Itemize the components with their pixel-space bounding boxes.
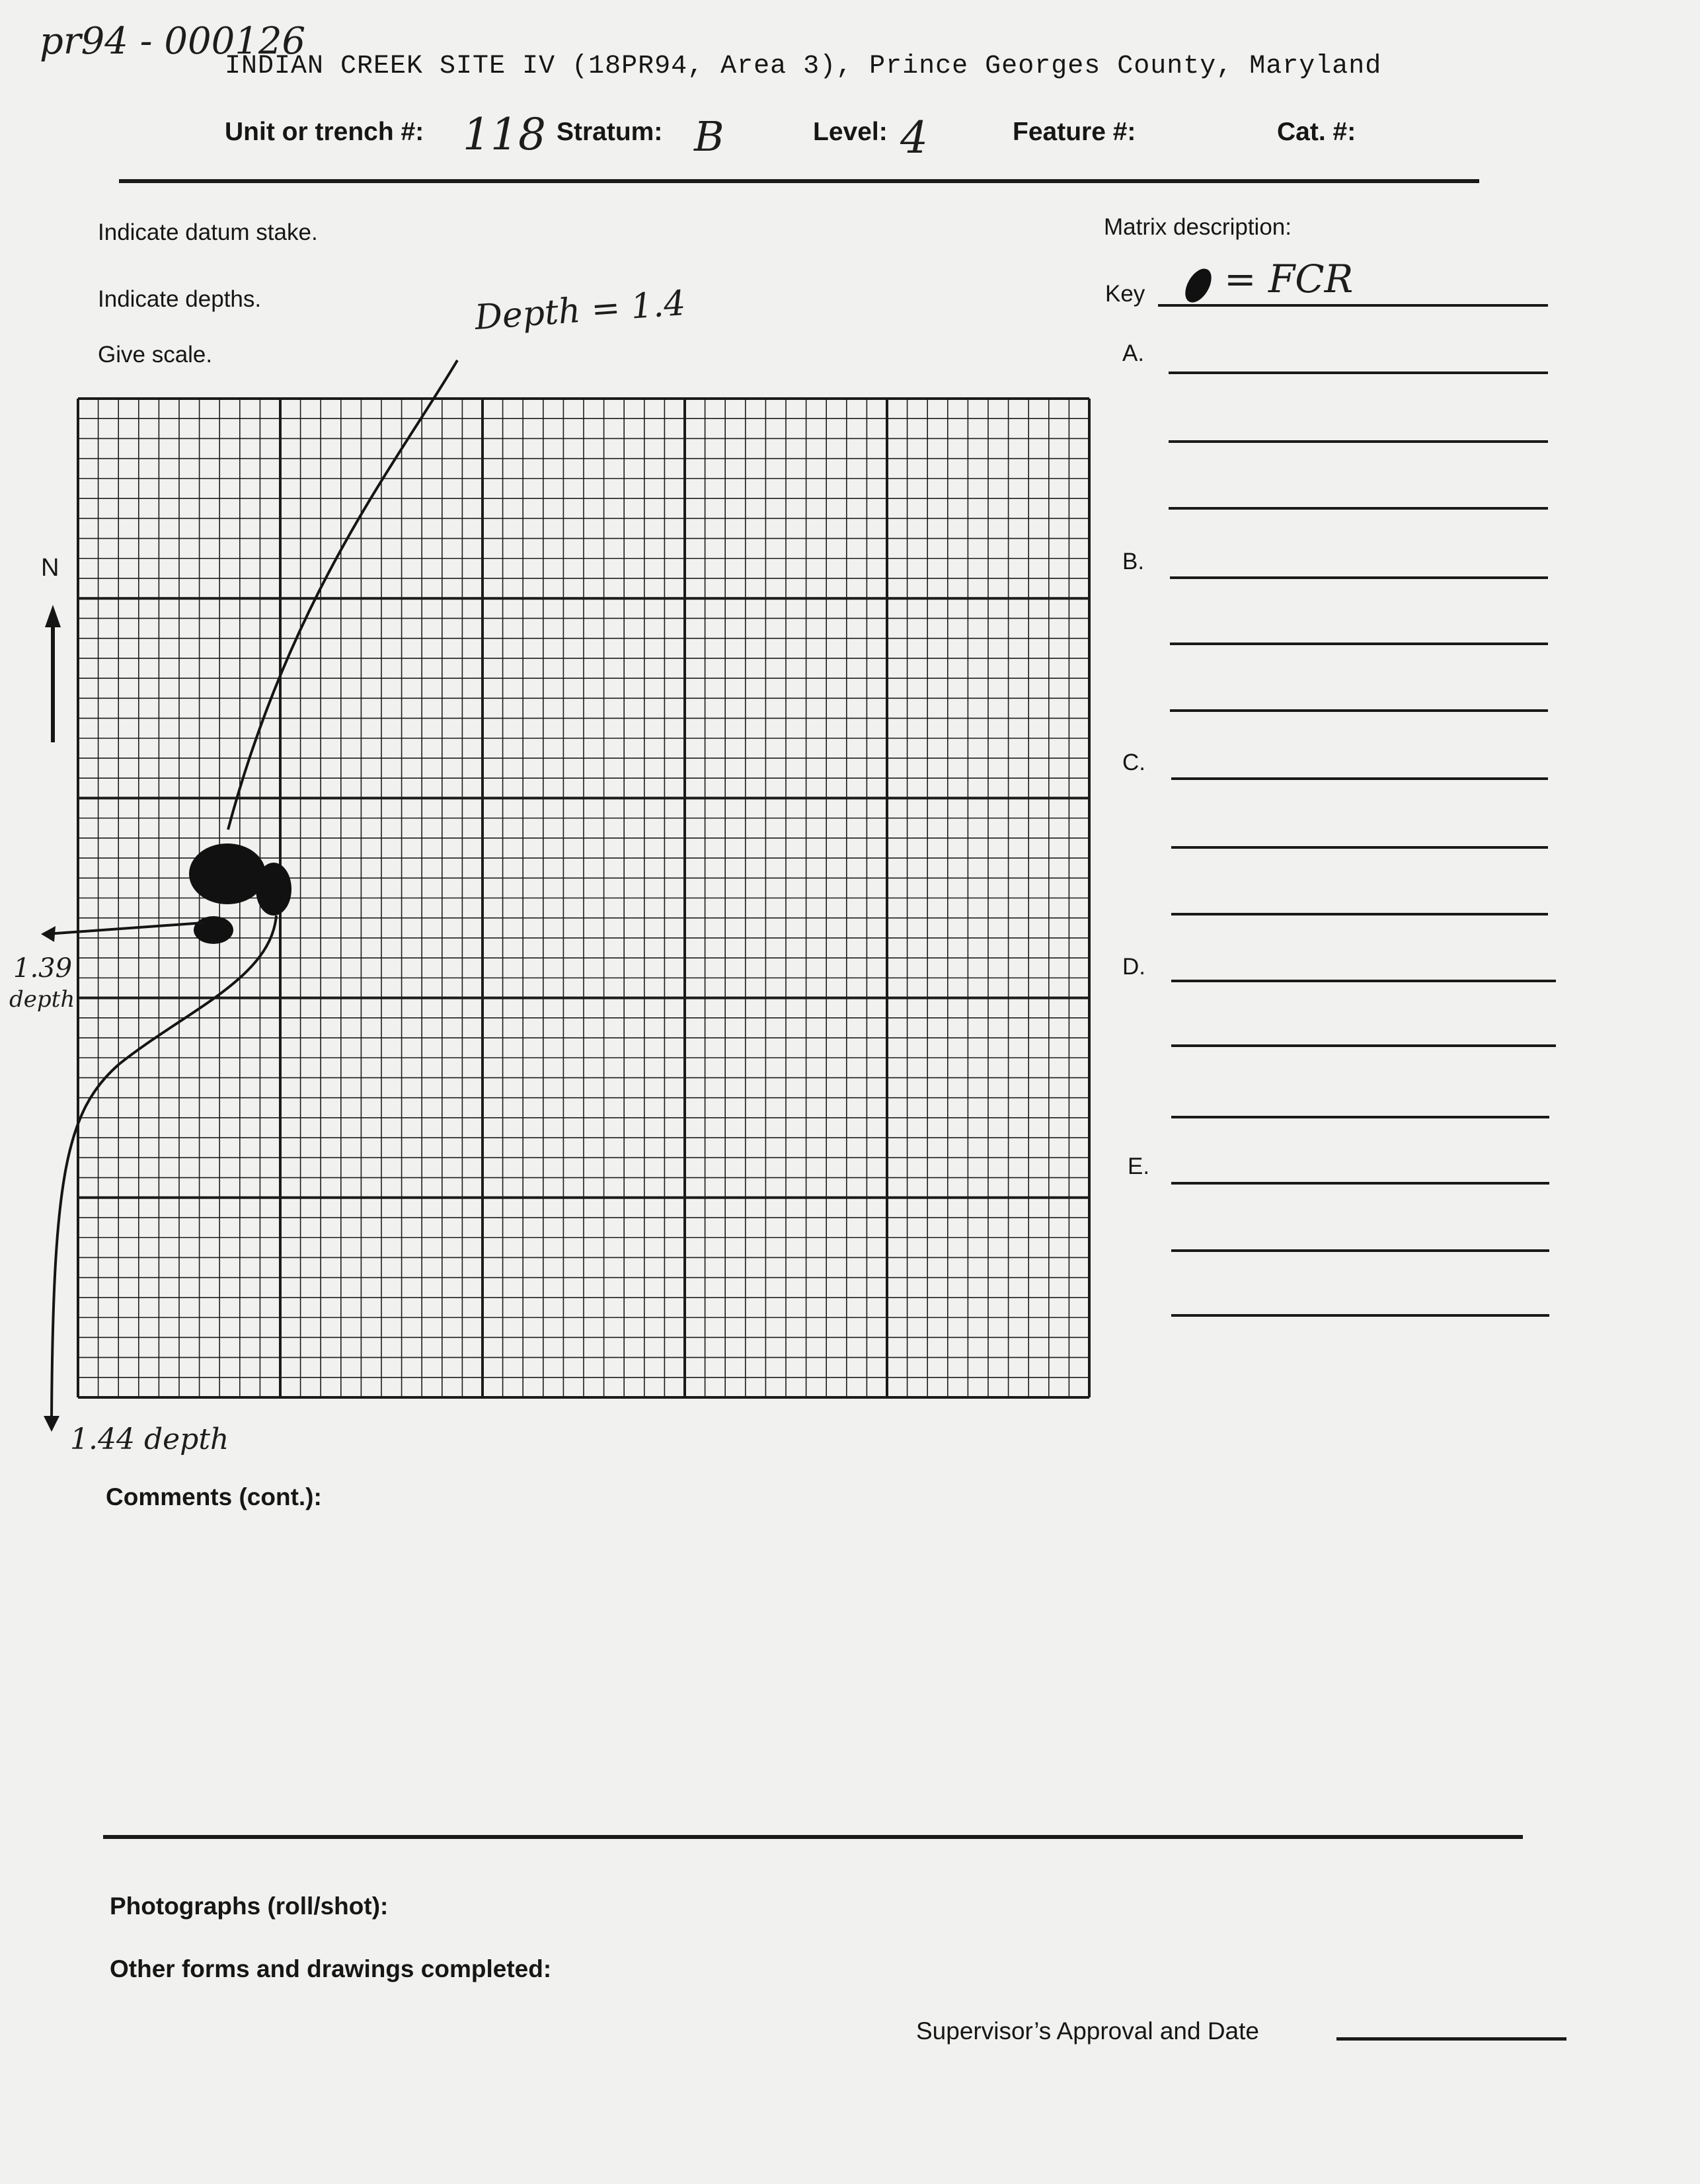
matrix-row-c: C.	[1122, 750, 1145, 775]
blank-line[interactable]	[1170, 576, 1548, 579]
blank-line[interactable]	[1171, 980, 1556, 982]
stratum-label: Stratum:	[557, 118, 663, 146]
matrix-title: Matrix description:	[1104, 214, 1292, 240]
blank-line[interactable]	[1171, 1314, 1549, 1317]
other-forms-label: Other forms and drawings completed:	[110, 1955, 552, 1982]
depth-note-top: Depth = 1.4	[473, 283, 687, 338]
blank-line[interactable]	[1169, 371, 1548, 374]
matrix-row-a: A.	[1122, 340, 1145, 366]
leader-bottom-depth	[52, 916, 276, 1421]
leader-left-depth	[46, 923, 204, 934]
north-label: N	[41, 554, 59, 582]
blank-line[interactable]	[1171, 846, 1548, 849]
matrix-row-e: E.	[1128, 1153, 1150, 1179]
blank-line[interactable]	[1170, 709, 1548, 712]
blank-line[interactable]	[1170, 643, 1548, 645]
fcr-key-icon	[1175, 266, 1221, 305]
key-value[interactable]: = FCR	[1224, 256, 1354, 301]
level-label: Level:	[813, 118, 888, 146]
supervisor-label: Supervisor’s Approval and Date	[916, 2017, 1259, 2045]
comments-label: Comments (cont.):	[106, 1483, 322, 1510]
cat-label: Cat. #:	[1277, 118, 1356, 146]
blank-line[interactable]	[1171, 1116, 1549, 1118]
instruction-scale: Give scale.	[98, 342, 213, 368]
fcr-rock-large	[189, 843, 266, 904]
fcr-rock-small	[194, 916, 233, 944]
field-sketch	[41, 360, 457, 1432]
blank-line[interactable]	[1171, 913, 1548, 916]
unit-value[interactable]: 118	[463, 109, 546, 160]
page-title: INDIAN CREEK SITE IV (18PR94, Area 3), Prince Georges County, Maryland	[225, 52, 1382, 81]
key-label: Key	[1105, 281, 1145, 307]
instruction-datum: Indicate datum stake.	[98, 219, 318, 245]
fcr-rock-right	[256, 863, 291, 916]
stratum-value[interactable]: B	[694, 112, 724, 161]
depth-note-left-value: 1.39	[13, 953, 73, 984]
leader-top-depth	[228, 360, 457, 830]
feature-label: Feature #:	[1013, 118, 1136, 146]
matrix-row-d: D.	[1122, 954, 1145, 980]
blank-line[interactable]	[1171, 1249, 1549, 1252]
key-blank-line	[1158, 304, 1548, 307]
catalog-id-handwritten: pr94 - 000126	[40, 20, 306, 63]
supervisor-signature-line[interactable]	[1336, 2037, 1566, 2041]
comments-area[interactable]	[106, 1520, 1520, 1606]
depth-note-bottom: 1.44 depth	[70, 1423, 229, 1456]
unit-label: Unit or trench #:	[225, 118, 424, 146]
level-value[interactable]: 4	[900, 112, 928, 163]
instruction-depths: Indicate depths.	[98, 286, 262, 312]
photographs-label: Photographs (roll/shot):	[110, 1892, 389, 1920]
blank-line[interactable]	[1169, 440, 1548, 443]
footer-divider	[103, 1835, 1523, 1839]
depth-note-left-word: depth	[9, 986, 75, 1013]
matrix-row-b: B.	[1122, 549, 1145, 574]
blank-line[interactable]	[1169, 507, 1548, 510]
blank-line[interactable]	[1171, 1044, 1556, 1047]
blank-line[interactable]	[1171, 777, 1548, 780]
blank-line[interactable]	[1171, 1182, 1549, 1185]
